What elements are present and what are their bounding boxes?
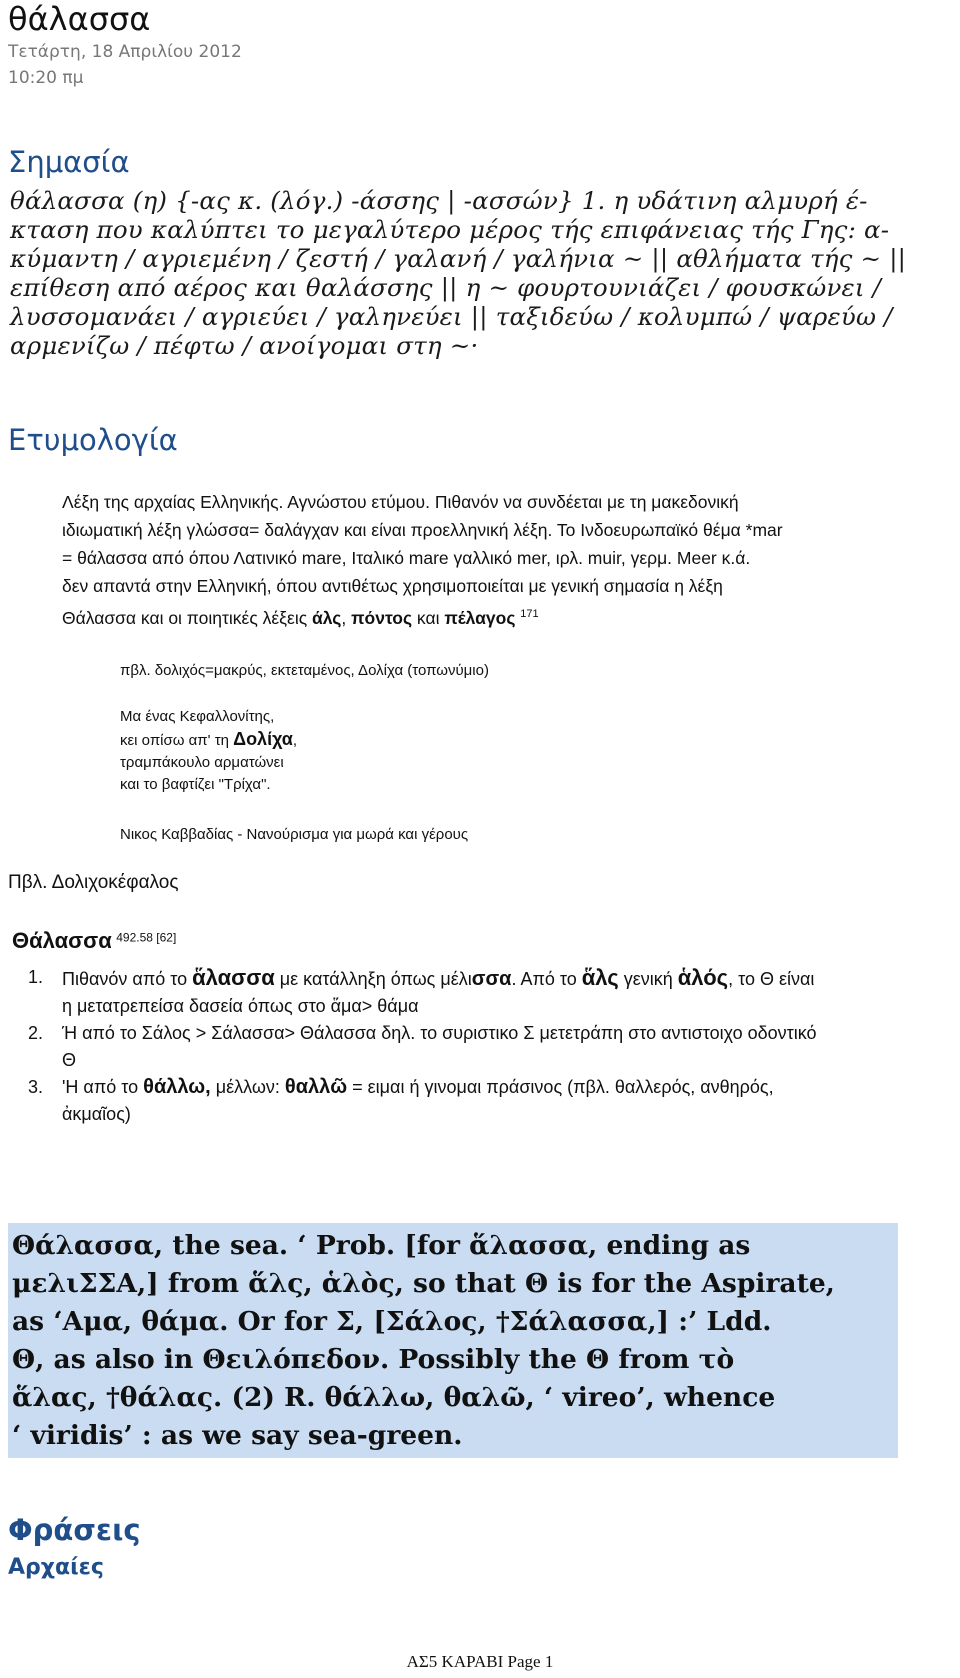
list-item-text (62, 1020, 953, 1074)
word-pelagos: πέλαγος (444, 607, 516, 628)
separator: , (341, 607, 352, 628)
list-item (28, 1074, 953, 1128)
text: Ή από το Σάλος > Σάλασσα> Θάλασσα δηλ. το συριστικο Σ μετετράπη στο αντιστοιχο οδοντικό (62, 1023, 817, 1043)
scan-line: κταση που καλύπτει το μεγαλύτερο μέρος τής επιφάνειας τής Γης: α- (10, 215, 890, 244)
bold-word: θάλλω, (143, 1076, 211, 1098)
etymology-line: δεν απαντά στην Ελληνική, όπου αντιθέτως χρησιμοποιείται με γενική σημασία η λέξη (62, 576, 723, 596)
bold-word: θαλλῶ (284, 1076, 348, 1098)
phrases-subheading: Αρχαίες (8, 1555, 104, 1580)
etymology-text: Θάλασσα και οι ποιητικές λέξεις (62, 607, 312, 628)
poem-line (120, 728, 297, 752)
text: 'Η από το (62, 1077, 144, 1097)
etymology-paragraph (62, 488, 952, 632)
etymology-line: = θάλασσα από όπου Λατινικό mare, Ιταλικό mare γαλλικό mer, ιρλ. muir, γερμ. Meer κ.ά. (62, 548, 751, 568)
text: η μετατρεπείσα δασεία όπως στο ἅμα> θάμα (62, 996, 419, 1016)
text: γενική (618, 969, 678, 989)
list-item (28, 1020, 953, 1074)
poem (120, 706, 297, 796)
poem-line: Μα ένας Κεφαλλονίτης, (120, 708, 275, 725)
meaning-dictionary-scan (10, 186, 905, 362)
text: ἀκμαῖος) (62, 1104, 131, 1124)
poem-line: τραμπάκουλο αρματώνει (120, 754, 284, 771)
page-title: θάλασσα (8, 0, 151, 38)
bold-word: ἁλός (677, 965, 729, 990)
scan-line: as ‘Αμα, θάμα. Or for Σ, [Σάλος, †Σάλασσα,] :’ Ldd. (12, 1306, 772, 1337)
text: . Από το (511, 969, 582, 989)
thalassa-ref: 492.58 [62] (116, 930, 177, 945)
english-lexicon-scan (8, 1223, 898, 1458)
text: = ειμαι ή γινομαι πράσινος (πβλ. θαλλερός, ανθηρός, (347, 1077, 774, 1097)
list-item-text (62, 1074, 953, 1128)
page-footer: ΑΣ5 ΚΑΡΑΒΙ Page 1 (406, 1652, 554, 1671)
scan-line: κύμαντη / αγριεμένη / ζεστή / γαλανή / γαλήνια ~ || αθλήματα τής ~ || (10, 244, 907, 273)
scan-line: ἅλας, †θάλας. (2) R. θάλλω, θαλῶ, ‘ vireo’, whence (12, 1382, 776, 1413)
see-also: Πβλ. Δολιχοκέφαλος (8, 872, 179, 893)
word-als: άλς (312, 607, 342, 628)
page-time: 10:20 πμ (8, 68, 84, 88)
thalassa-heading-row (12, 928, 176, 954)
etymology-line: ιδιωματική λέξη γλώσσα= δαλάγχαν και είναι προελληνική λέξη. Το Ινδοευρωπαϊκό θέμα *mar (62, 520, 783, 540)
scan-line: ‘ viridis’ : as we say sea-green. (12, 1420, 463, 1451)
bold-word: ἅλασσα (192, 965, 275, 990)
etymology-heading: Ετυμολογία (8, 423, 178, 457)
etymology-line: Λέξη της αρχαίας Ελληνικής. Αγνώστου ετύμου. Πιθανόν να συνδέεται με τη μακεδονική (62, 492, 739, 512)
list-item (28, 964, 953, 1020)
scan-line: Θ, as also in Θειλόπεδον. Possibly the Θ from τὸ (12, 1344, 735, 1375)
poem-text: κει οπίσω απ' τη (120, 732, 234, 749)
phrases-heading: Φράσεις (8, 1513, 141, 1547)
etymology-line-last (62, 600, 952, 632)
poem-bold-word: Δολίχα (233, 729, 293, 749)
list-item-text (62, 964, 953, 1020)
poem-line: και το βαφτίζει "Τρίχα". (120, 776, 271, 793)
poem-text: , (292, 732, 298, 749)
thalassa-heading: Θάλασσα (12, 928, 112, 953)
reference-number: 171 (520, 608, 539, 620)
text: μέλλων: (210, 1077, 285, 1097)
scan-line: Θάλασσα, the sea. ‘ Prob. [for ἅλασσα, ending as (12, 1230, 751, 1261)
etymology-list (28, 964, 953, 1128)
text: Θ (62, 1050, 77, 1070)
scan-line: θάλασσα (η) {-ας κ. (λόγ.) -άσσης | -ασσών} 1. η υδάτινη αλμυρή έ- (10, 186, 868, 215)
poem-source: Νικος Καββαδίας - Νανούρισμα για μωρά και γέρους (120, 826, 469, 843)
scan-line: μελιΣΣΑ,] from ἅλς, ἁλὸς, so that Θ is for the Aspirate, (12, 1268, 835, 1299)
bold-word: ἅλς (581, 965, 619, 990)
compare-note: πβλ. δολιχός=μακρύς, εκτεταμένος, Δολίχα (τοπωνύμιο) (120, 662, 489, 679)
bold-word: σσα (471, 968, 512, 990)
text: με κατάλληξη όπως μέλι (274, 969, 472, 989)
scan-line: αρμενίζω / πέφτω / ανοίγομαι στη ~· (10, 331, 479, 360)
list-number: 1. (28, 967, 44, 987)
page-date: Τετάρτη, 18 Απριλίου 2012 (8, 42, 242, 62)
list-number: 2. (28, 1023, 44, 1043)
separator: και (412, 607, 445, 628)
scan-line: λυσσομανάει / αγριεύει / γαληνεύει || ταξιδεύω / κολυμπώ / ψαρεύω / (10, 302, 893, 331)
list-number: 3. (28, 1077, 44, 1097)
meaning-heading: Σημασία (8, 145, 130, 179)
word-pontos: πόντος (351, 607, 413, 628)
text: Πιθανόν από το (62, 969, 193, 989)
text: , το Θ είναι (728, 969, 815, 989)
scan-line: επίθεση από αέρος και θαλάσσης || η ~ φουρτουνιάζει / φουσκώνει / (10, 273, 882, 302)
